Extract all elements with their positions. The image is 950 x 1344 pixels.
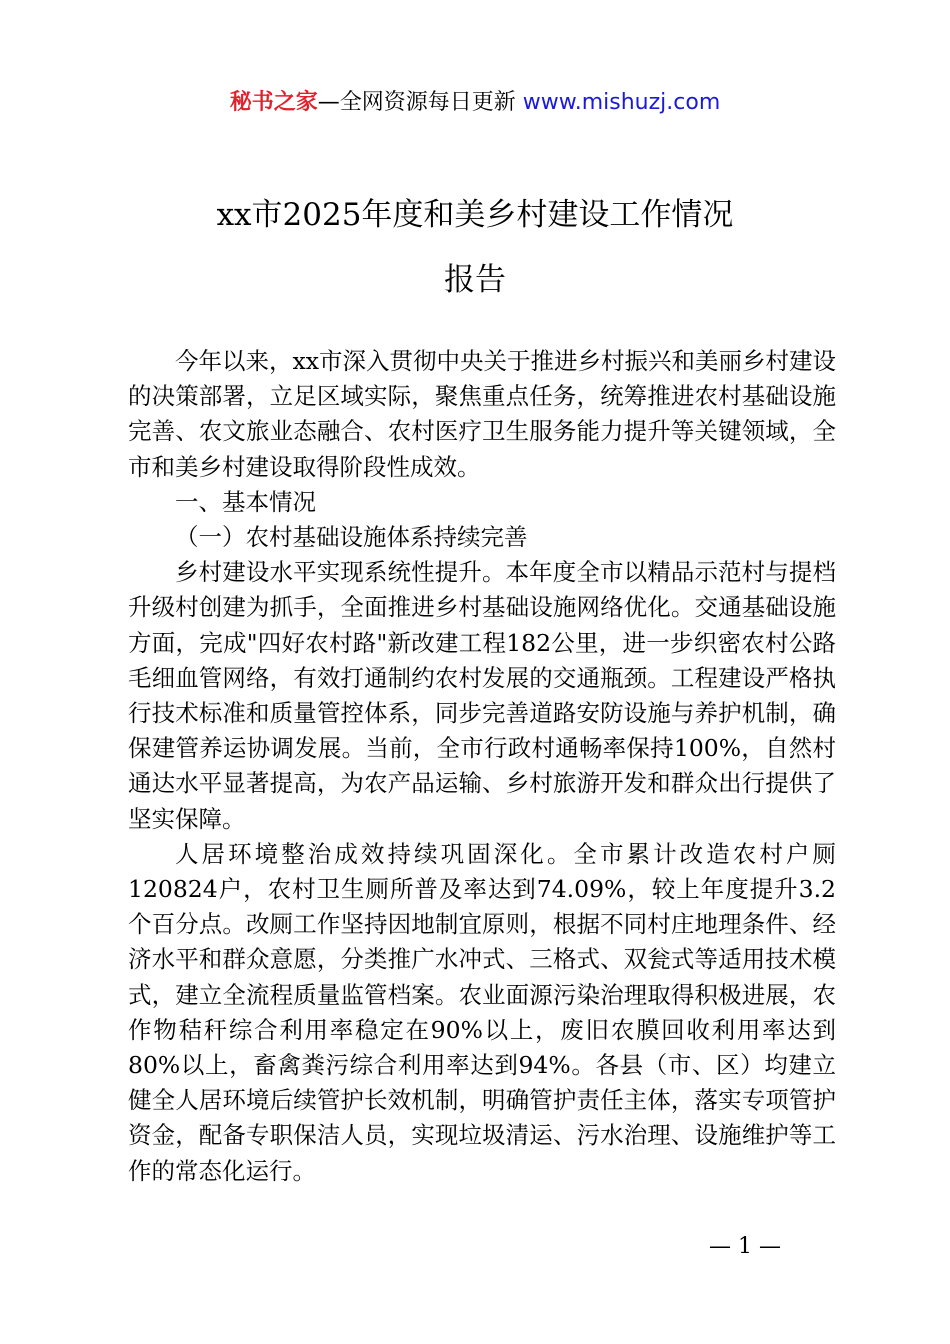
- document-title-line2: 报告: [444, 262, 506, 298]
- site-banner: [0, 86, 950, 120]
- banner-brand: 秘书之家: [229, 90, 318, 115]
- body-paragraph: 人居环境整治成效持续巩固深化。全市累计改造农村户厕120824户，农村卫生厕所普及率达到74.09%，较上年度提升3.2个百分点。改厕工作坚持因地制宜原则，根据不同村庄地理条件、经济水平和群众意愿，分类推广水冲式、三格式、双瓮式等适用技术模式，建立全流程质量监管档案。农业面源污染治理取得积极进展，农作物秸秆综合利用率稳定在90%以上，废旧农膜回收利用率达到80%以上，畜禽粪污综合利用率达到94%。各县（市、区）均建立健全人居环境后续管护长效机制，明确管护责任主体，落实专项管护资金，配备专职保洁人员，实现垃圾清运、污水治理、设施维护等工作的常态化运行。: [128, 839, 836, 1185]
- intro-paragraph: 今年以来，xx市深入贯彻中央关于推进乡村振兴和美丽乡村建设的决策部署，立足区域实际，聚焦重点任务，统筹推进农村基础设施完善、农文旅业态融合、农村医疗卫生服务能力提升等关键领域，全市和美乡村建设取得阶段性成效。: [128, 347, 837, 481]
- banner-url-link[interactable]: www.mishuzj.com: [522, 90, 721, 115]
- document-body: [128, 344, 836, 1189]
- document-title-line1: xx市2025年度和美乡村建设工作情况: [216, 197, 734, 233]
- body-paragraph: 乡村建设水平实现系统性提升。本年度全市以精品示范村与提档升级村创建为抓手，全面推进乡村基础设施网络优化。交通基础设施方面，完成"四好农村路"新改建工程182公里，进一步织密农村公路毛细血管网络，有效打通制约农村发展的交通瓶颈。工程建设严格执行技术标准和质量管控体系，同步完善道路安防设施与养护机制，确保建管养运协调发展。当前，全市行政村通畅率保持100%，自然村通达水平显著提高，为农产品运输、乡村旅游开发和群众出行提供了坚实保障。: [128, 558, 836, 833]
- page-number: — 1 —: [709, 1234, 781, 1259]
- subsection-heading: （一）农村基础设施体系持续完善: [175, 523, 528, 552]
- banner-slogan: —全网资源每日更新: [317, 90, 523, 115]
- section-heading: 一、基本情况: [175, 487, 316, 516]
